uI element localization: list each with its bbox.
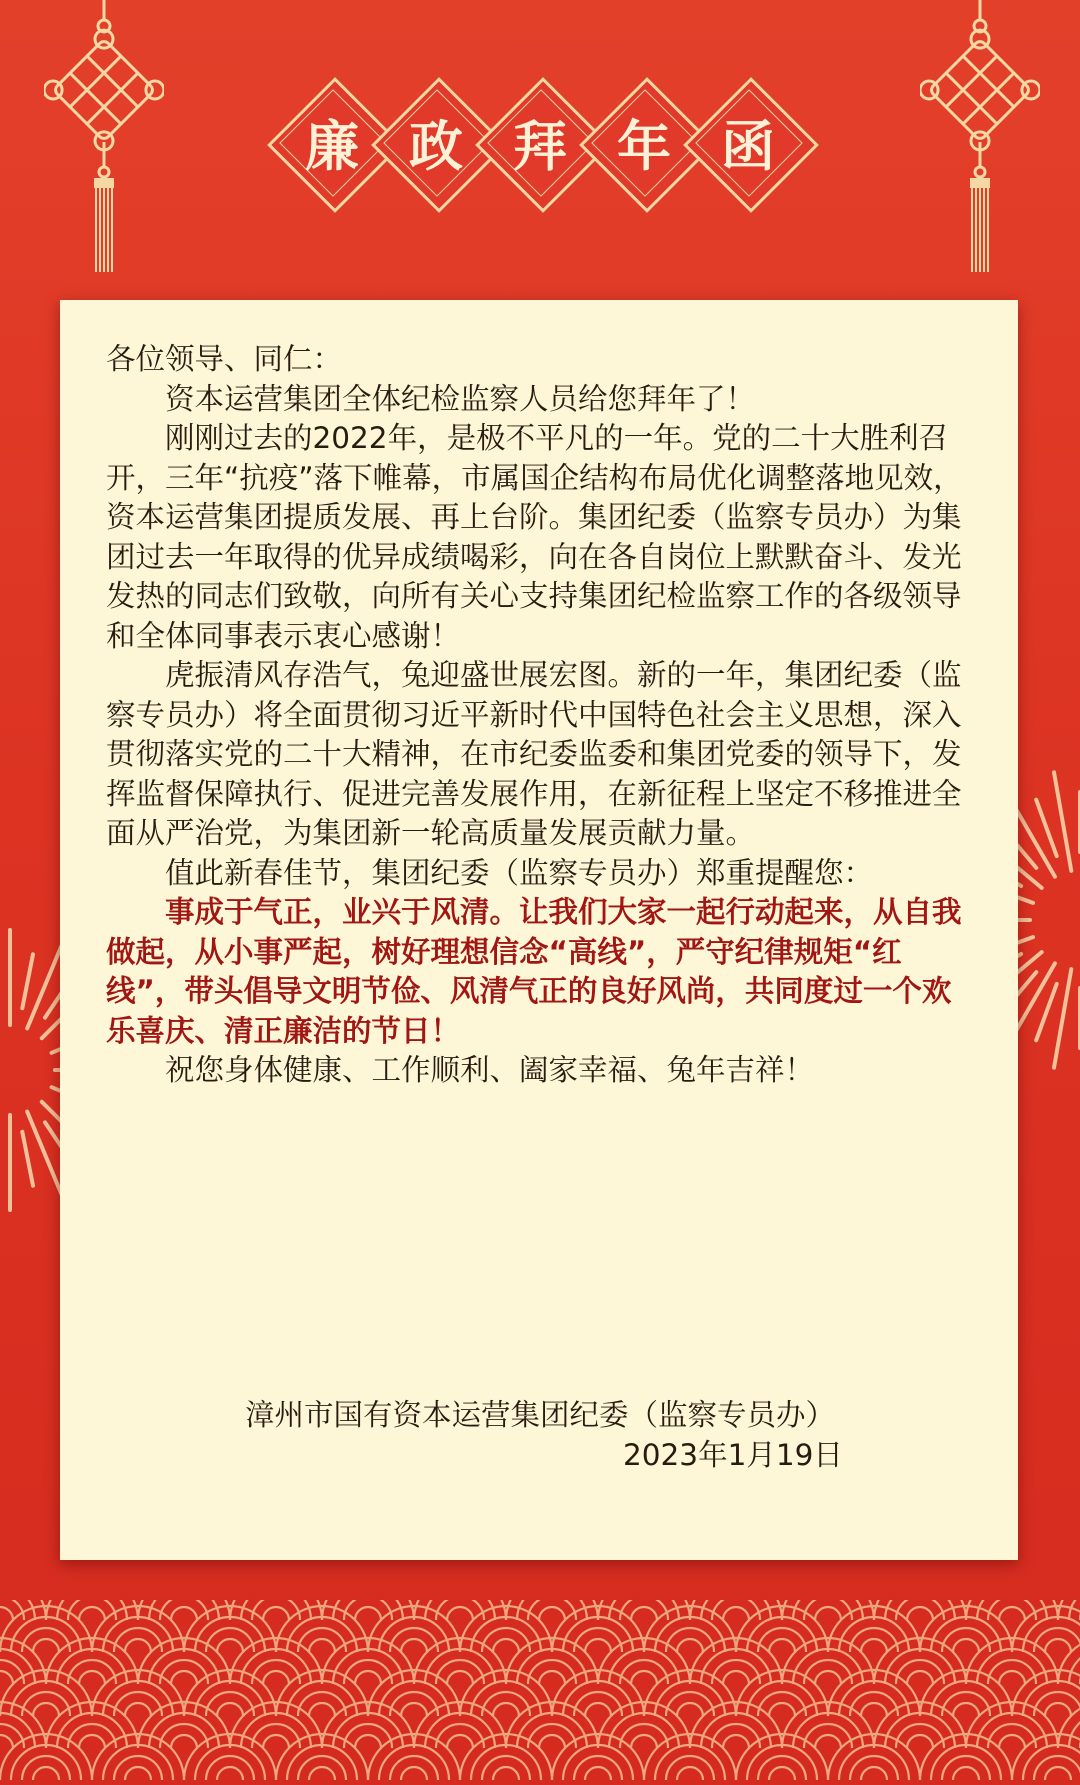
title-char: 函 [678,72,818,212]
letter-paper [60,300,1018,1560]
wave-pattern [0,1600,1080,1785]
chinese-knot-icon [44,0,164,280]
letter-paragraph: 刚刚过去的2022年，是极不平凡的一年。党的二十大胜利召开，三年“抗疫”落下帷幕，市属国企结构布局优化调整落地见效，资本运营集团提质发展、再上台阶。集团纪委（监察专员办）为集团过去一年取得的优异成绩喝彩，向在各自岗位上默默奋斗、发光发热的同志们致敬，向所有关心支持集团纪检监察工作的各级领导和全体同事表示衷心感谢！ [106,421,963,653]
letter-paragraph: 祝您身体健康、工作顺利、阖家幸福、兔年吉祥！ [165,1053,815,1087]
letter-body [106,340,976,1091]
title-char: 年 [574,72,714,212]
letter-paragraph: 值此新春佳节，集团纪委（监察专员办）郑重提醒您： [165,855,874,890]
letter-emphasis-paragraph: 事成于气正，业兴于风清。让我们大家一起行动起来，从自我做起，从小事严起，树好理想信念“高线”，严守纪律规矩“红线”，带头倡导文明节俭、风清气正的良好风尚，共同度过一个欢乐喜庆、清正廉洁的节日！ [106,895,962,1048]
title-char: 廉 [262,72,402,212]
signature-block [245,1395,985,1475]
signature-date: 2023年1月19日 [623,1438,843,1472]
title-char: 政 [366,72,506,212]
page-title [262,72,818,212]
chinese-knot-icon [920,0,1040,280]
letter-paragraph: 虎振清风存浩气，兔迎盛世展宏图。新的一年，集团纪委（监察专员办）将全面贯彻习近平新时代中国特色社会主义思想，深入贯彻落实党的二十大精神，在市纪委监委和集团党委的领导下，发挥监督保障执行、促进完善发展作用，在新征程上坚定不移推进全面从严治党，为集团新一轮高质量发展贡献力量。 [106,658,962,850]
salutation: 各位领导、同仁： [106,342,343,376]
title-char: 拜 [470,72,610,212]
letter-paragraph: 资本运营集团全体纪检监察人员给您拜年了！ [165,381,756,416]
signature-org: 漳州市国有资本运营集团纪委（监察专员办） [245,1398,836,1432]
